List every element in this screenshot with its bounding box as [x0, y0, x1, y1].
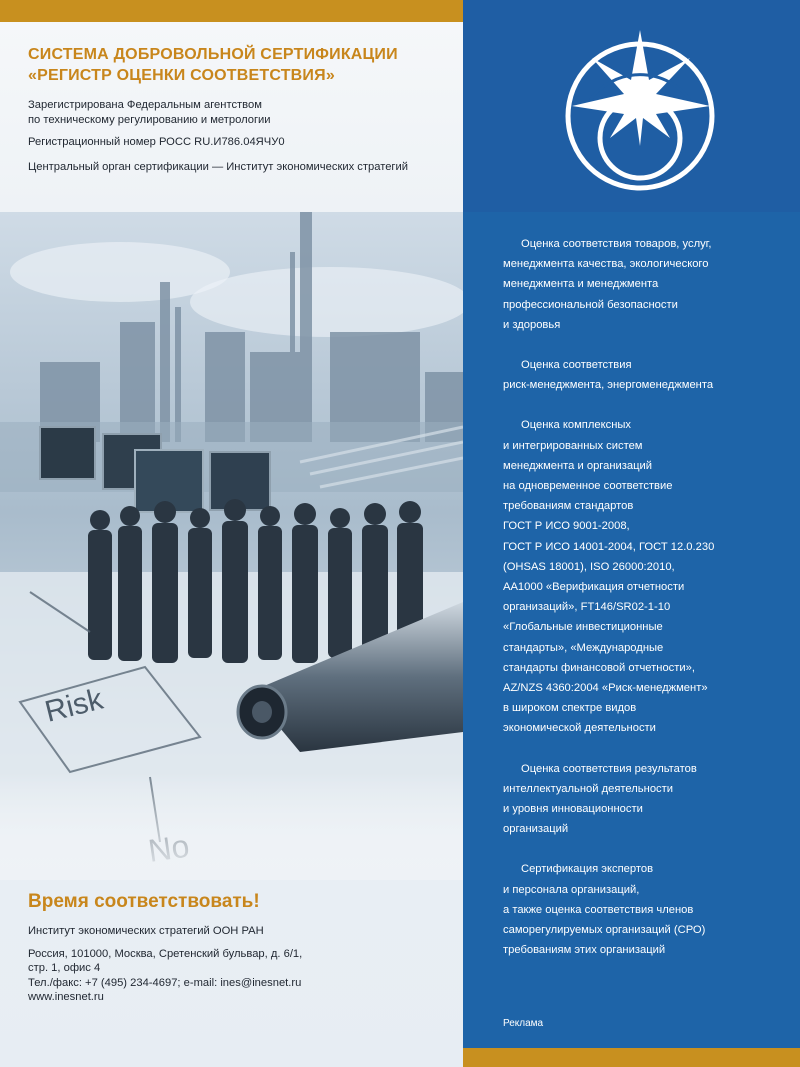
service-line: стандарты», «Международные: [503, 641, 664, 654]
address-line-1: Россия, 101000, Москва, Сретенский бульвар, д. 6/1,: [28, 947, 303, 960]
service-line: Оценка соответствия товаров, услуг,: [521, 238, 712, 250]
contact-footer: [28, 890, 458, 1005]
service-line: саморегулируемых организаций (СРО): [503, 924, 706, 937]
service-line: экономической деятельности: [503, 722, 656, 735]
service-line: и уровня инновационности: [503, 803, 643, 816]
registration-number: Регистрационный номер РОСС RU.И786.04ЯЧУ0: [28, 136, 285, 148]
service-line: организаций», FT146/SR02-1-10: [503, 601, 671, 614]
service-item: [503, 759, 793, 840]
slogan: Время соответствовать!: [28, 891, 260, 912]
service-line: Сертификация экспертов: [521, 863, 654, 876]
service-line: требованиям этих организаций: [503, 944, 666, 957]
service-line: Оценка комплексных: [521, 419, 632, 432]
service-line: Оценка соответствия результатов: [521, 762, 697, 775]
title-line-2: «РЕГИСТР ОЦЕНКИ СООТВЕТСТВИЯ»: [28, 67, 335, 84]
service-line: и персонала организаций,: [503, 883, 640, 896]
registered-line-1: Зарегистрирована Федеральным агентством: [28, 99, 262, 111]
service-line: (OHSAS 18001), ISO 26000:2010,: [503, 560, 675, 573]
institute-name: Институт экономических стратегий ООН РАН: [28, 925, 264, 937]
risk-sketch-word: Risk: [41, 682, 107, 729]
advertisement-label: Реклама: [503, 1018, 544, 1029]
service-line: ГОСТ Р ИСО 9001-2008,: [503, 520, 630, 533]
compass-star-logo-icon: [550, 28, 730, 198]
logo-panel: [463, 0, 800, 212]
service-line: и здоровья: [503, 318, 561, 331]
service-line: интеллектуальной деятельности: [503, 782, 674, 795]
service-item: [503, 415, 793, 738]
phone-email: Тел./факс: +7 (495) 234-4697; e-mail: ines@inesnet.ru: [28, 976, 302, 989]
registered-line-2: по техническому регулированию и метрологии: [28, 113, 271, 126]
service-line: АА1000 «Верификация отчетности: [503, 581, 685, 594]
service-line: AZ/NZS 4360:2004 «Риск-менеджмент»: [503, 682, 708, 695]
service-line: профессиональной безопасности: [503, 298, 678, 311]
services-list: [503, 234, 793, 981]
service-line: на одновременное соответствие: [503, 480, 673, 493]
right-column: [463, 0, 800, 1067]
service-line: организаций: [503, 823, 569, 836]
bottom-gold-bar: [463, 1048, 800, 1067]
service-line: риск-менеджмента, энергоменеджмента: [503, 379, 714, 392]
service-line: а также оценка соответствия членов: [503, 903, 694, 916]
title-line-1: СИСТЕМА ДОБРОВОЛЬНОЙ СЕРТИФИКАЦИИ: [28, 46, 398, 63]
service-item: [503, 234, 793, 335]
service-item: [503, 355, 793, 395]
collage-illustration: [0, 212, 463, 880]
service-line: стандарты финансовой отчетности»,: [503, 661, 695, 674]
central-body: Центральный орган сертификации — Институт экономических стратегий: [28, 160, 409, 173]
service-line: менеджмента и менеджмента: [503, 278, 659, 291]
address-line-2: стр. 1, офис 4: [28, 962, 101, 974]
organization-header: [28, 44, 458, 174]
top-gold-bar: [0, 0, 463, 22]
service-line: требованиям стандартов: [503, 500, 634, 513]
service-line: и интегрированных систем: [503, 439, 643, 452]
service-line: менеджмента и организаций: [503, 459, 653, 472]
service-line: «Глобальные инвестиционные: [503, 621, 663, 634]
service-line: ГОСТ Р ИСО 14001-2004, ГОСТ 12.0.230: [503, 540, 715, 553]
service-line: Оценка соответствия: [521, 359, 632, 372]
service-line: менеджмента качества, экологического: [503, 258, 709, 271]
service-line: в широком спектре видов: [503, 702, 637, 715]
website-link[interactable]: www.inesnet.ru: [28, 991, 104, 1003]
service-item: [503, 859, 793, 960]
